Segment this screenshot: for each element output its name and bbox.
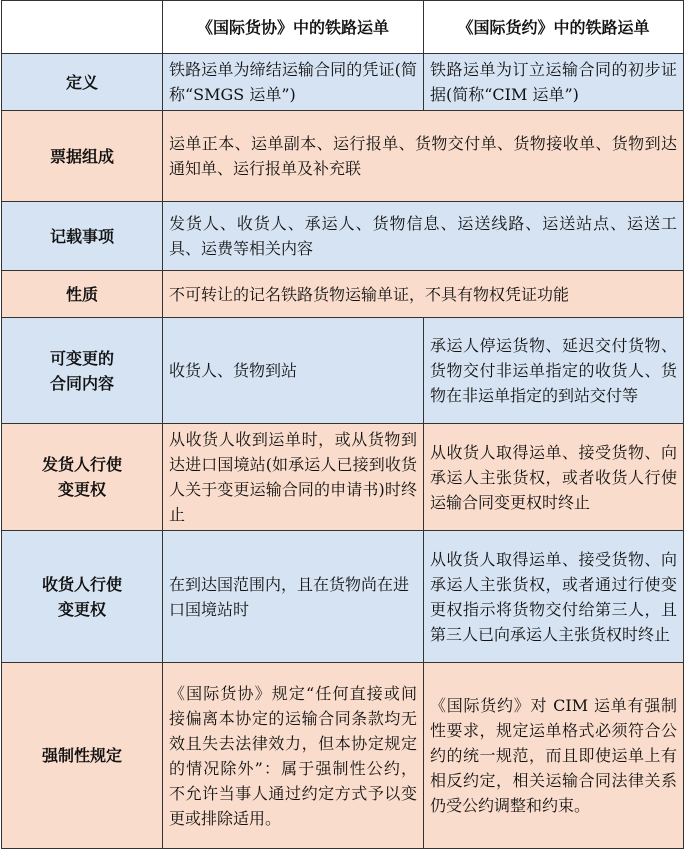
table-row-changeable-content [2,318,684,424]
row-label-line: 变更权 [57,599,106,619]
row-label-line: 变更权 [57,480,106,499]
cim-cell: 承运人停运货物、延迟交付货物、货物交付非运单指定的收货人、货物在非运单指定的到站交付等 [424,318,684,424]
row-label [2,531,163,663]
row-label [2,424,163,531]
shared-cell: 发货人、收货人、承运人、货物信息、运送线路、运送站点、运送工具、运费等相关内容 [163,202,684,271]
smgs-cell: 从收货人收到运单时，或从货物到达进口国境站(如承运人已接到收货人关于变更运输合同的申请书)时终止 [163,424,424,531]
table-row-contents [2,202,684,271]
row-label-line: 收货人行使 [41,574,122,594]
row-label: 定义 [2,54,163,111]
row-label-line: 可变更的 [49,348,114,368]
corner-cell [2,1,163,54]
table-row-documents [2,111,684,202]
header-row [2,1,684,54]
column-header-cim: 《国际货约》中的铁路运单 [424,1,684,54]
shared-cell: 运单正本、运单副本、运行报单、货物交付单、货物接收单、货物到达通知单、运行报单及补充联 [163,111,684,202]
smgs-cell: 收货人、货物到站 [163,318,424,424]
cim-cell: 从收货人取得运单、接受货物、向承运人主张货权，或者通过行使变更权指示将货物交付给第三人，且第三人已向承运人主张货权时终止 [424,531,684,663]
table-row-mandatory-rules [2,663,684,849]
row-label: 强制性规定 [2,663,163,849]
smgs-cell: 铁路运单为缔结运输合同的凭证(简称“SMGS 运单”) [163,54,424,111]
column-header-smgs: 《国际货协》中的铁路运单 [163,1,424,54]
table-row-nature [2,271,684,318]
cim-cell: 《国际货约》对 CIM 运单有强制性要求，规定运单格式必须符合公约的统一规范，而且即使运单上有相反约定，相关运输合同法律关系仍受公约调整和约束。 [424,663,684,849]
cim-cell: 从收货人取得运单、接受货物、向承运人主张货权，或者收货人行使运输合同变更权时终止 [424,424,684,531]
table-row-definition [2,54,684,111]
row-label: 记载事项 [2,202,163,271]
cim-cell: 铁路运单为订立运输合同的初步证据(简称“CIM 运单”) [424,54,684,111]
shared-cell: 不可转让的记名铁路货物运输单证，不具有物权凭证功能 [163,271,684,318]
table-row-shipper-right [2,424,684,531]
table-row-consignee-right [2,531,684,663]
row-label [2,318,163,424]
row-label: 票据组成 [2,111,163,202]
smgs-cell: 在到达国范围内，且在货物尚在进口国境站时 [163,531,424,663]
row-label: 性质 [2,271,163,318]
row-label-line: 发货人行使 [41,455,122,474]
smgs-cell: 《国际货协》规定“任何直接或间接偏离本协定的运输合同条款均无效且失去法律效力，但本协定规定的情况除外”：属于强制性公约，不允许当事人通过约定方式予以变更或排除适用。 [163,663,424,849]
row-label-line: 合同内容 [49,373,114,393]
comparison-table [1,0,684,849]
